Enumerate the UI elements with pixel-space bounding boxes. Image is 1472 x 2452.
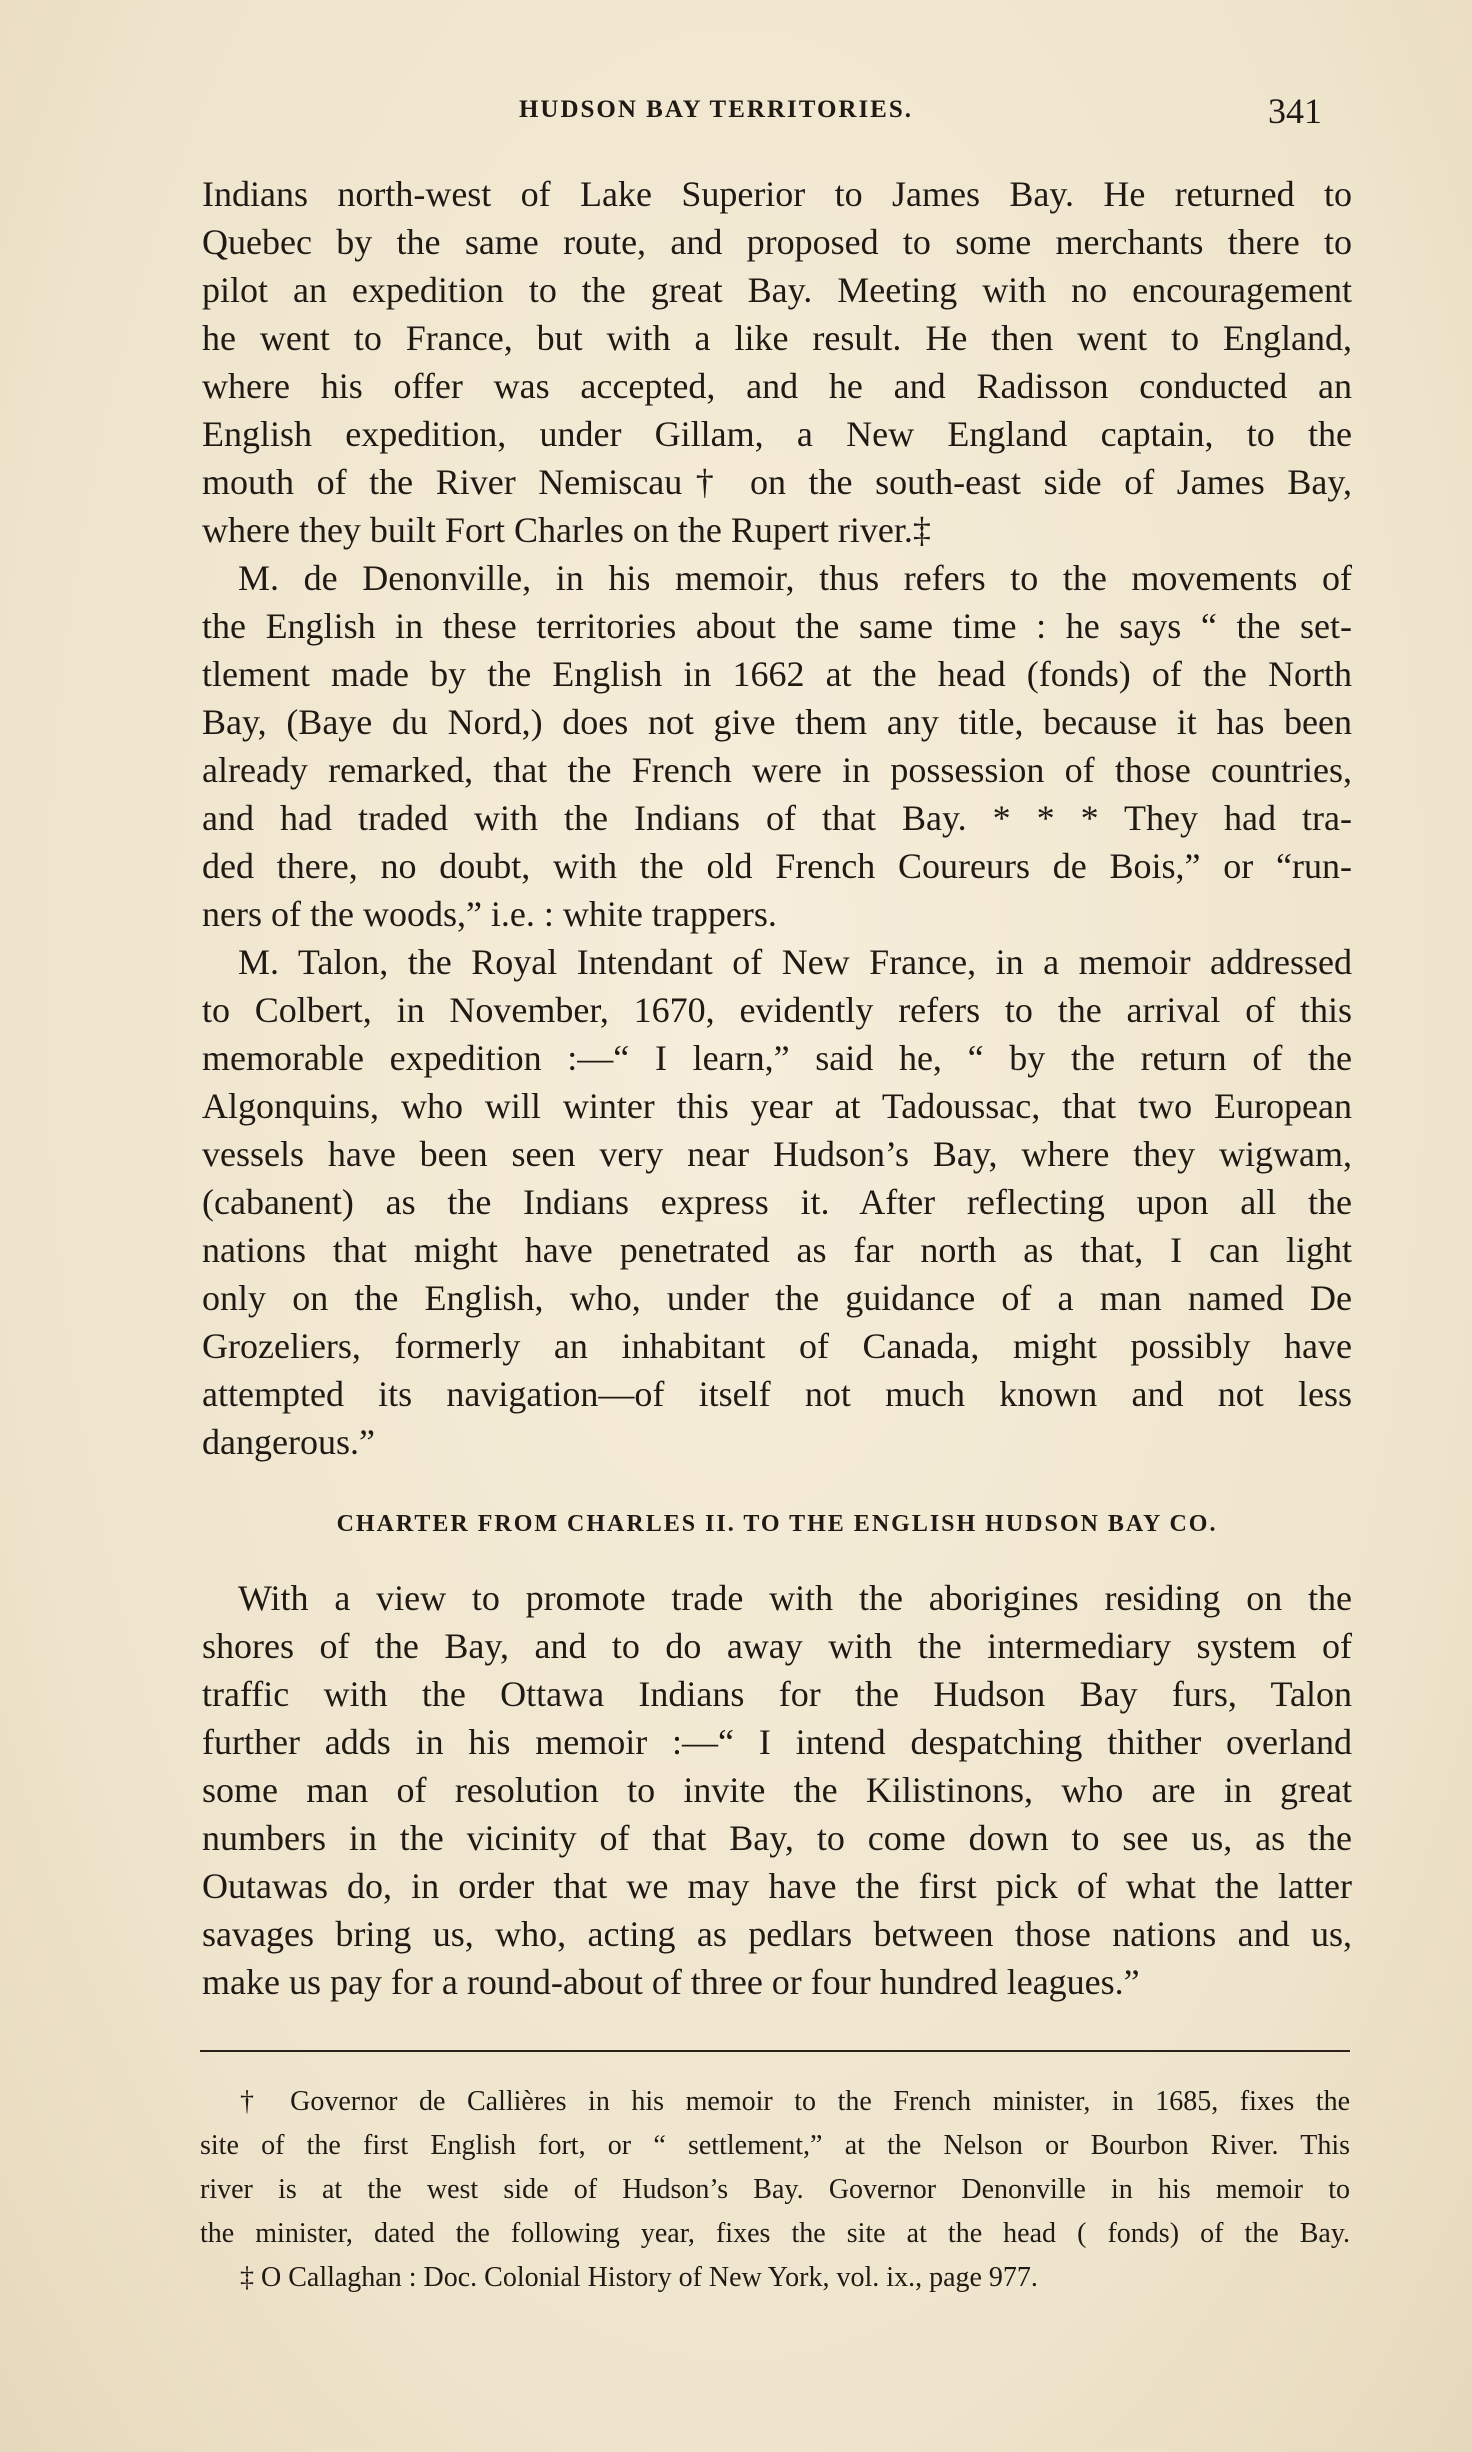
text-line: vessels have been seen very near Hudson’s Bay, where they wigwam, (202, 1134, 1352, 1174)
text-line: ded there, no doubt, with the old French Coureurs de Bois,” or “run- (202, 846, 1352, 886)
text-line: the English in these territories about the same time : he says “ the set- (202, 606, 1352, 646)
text-line: Indians north-west of Lake Superior to James Bay. He returned to (202, 174, 1352, 214)
paragraph-1 (202, 170, 1352, 554)
text-line: only on the English, who, under the guidance of a man named De (202, 1278, 1352, 1318)
text-line: he went to France, but with a like result. He then went to England, (202, 318, 1352, 358)
text-line: where his offer was accepted, and he and Radisson conducted an (202, 366, 1352, 406)
text-line: some man of resolution to invite the Kilistinons, who are in great (202, 1770, 1352, 1810)
text-line: already remarked, that the French were in possession of those countries, (202, 750, 1352, 790)
text-line: further adds in his memoir :—“ I intend despatching thither overland (202, 1722, 1352, 1762)
paragraph-2 (202, 554, 1352, 938)
text-line: where they built Fort Charles on the Rupert river.‡ (202, 510, 931, 550)
text-line: Algonquins, who will winter this year at Tadoussac, that two European (202, 1086, 1352, 1126)
text-line: make us pay for a round-about of three or four hundred leagues.” (202, 1962, 1140, 2002)
text-line: ners of the woods,” i.e. : white trappers. (202, 894, 777, 934)
text-line: shores of the Bay, and to do away with the intermediary system of (202, 1626, 1352, 1666)
footnotes (200, 2080, 1350, 2300)
main-text (202, 170, 1352, 2006)
text-line: pilot an expedition to the great Bay. Meeting with no encouragement (202, 270, 1352, 310)
text-line: nations that might have penetrated as far north as that, I can light (202, 1230, 1352, 1270)
footnote-line: site of the first English fort, or “ settlement,” at the Nelson or Bourbon River. This (200, 2130, 1350, 2161)
text-line: Bay, (Baye du Nord,) does not give them any title, because it has been (202, 702, 1352, 742)
text-line: tlement made by the English in 1662 at the head (fonds) of the North (202, 654, 1352, 694)
page-header (0, 91, 1472, 136)
footnote-line: the minister, dated the following year, fixes the site at the head ( fonds) of the Bay. (200, 2218, 1350, 2249)
text-line: mouth of the River Nemiscau† on the south-east side of James Bay, (202, 462, 1352, 502)
text-line: to Colbert, in November, 1670, evidently refers to the arrival of this (202, 990, 1352, 1030)
footnote-line: river is at the west side of Hudson’s Bay. Governor Denonville in his memoir to (200, 2174, 1350, 2205)
footnote-line: † Governor de Callières in his memoir to the French minister, in 1685, fixes the (240, 2086, 1350, 2117)
text-line: (cabanent) as the Indians express it. After reflecting upon all the (202, 1182, 1352, 1222)
text-line: savages bring us, who, acting as pedlars between those nations and us, (202, 1914, 1352, 1954)
text-line: With a view to promote trade with the aborigines residing on the (238, 1578, 1352, 1618)
text-line: dangerous.” (202, 1422, 375, 1462)
footnote-divider (200, 2050, 1350, 2052)
text-line: Grozeliers, formerly an inhabitant of Canada, might possibly have (202, 1326, 1352, 1366)
text-line: English expedition, under Gillam, a New England captain, to the (202, 414, 1352, 454)
text-line: M. Talon, the Royal Intendant of New France, in a memoir addressed (238, 942, 1352, 982)
page-number: 341 (1268, 91, 1322, 131)
text-line: Outawas do, in order that we may have the first pick of what the latter (202, 1866, 1352, 1906)
footnote-line: ‡ O Callaghan : Doc. Colonial History of New York, vol. ix., page 977. (240, 2262, 1038, 2293)
paragraph-3 (202, 938, 1352, 1466)
text-line: Quebec by the same route, and proposed to some merchants there to (202, 222, 1352, 262)
text-line: numbers in the vicinity of that Bay, to come down to see us, as the (202, 1818, 1352, 1858)
text-line: M. de Denonville, in his memoir, thus refers to the movements of (238, 558, 1352, 598)
text-line: attempted its navigation—of itself not much known and not less (202, 1374, 1352, 1414)
paragraph-4 (202, 1574, 1352, 2006)
section-heading: CHARTER FROM CHARLES II. TO THE ENGLISH HUDSON BAY CO. (336, 1511, 1218, 1537)
text-line: traffic with the Ottawa Indians for the Hudson Bay furs, Talon (202, 1674, 1352, 1714)
text-line: memorable expedition :—“ I learn,” said he, “ by the return of the (202, 1038, 1352, 1078)
running-head: HUDSON BAY TERRITORIES. (518, 96, 914, 123)
text-line: and had traded with the Indians of that Bay. * * * They had tra- (202, 798, 1352, 838)
